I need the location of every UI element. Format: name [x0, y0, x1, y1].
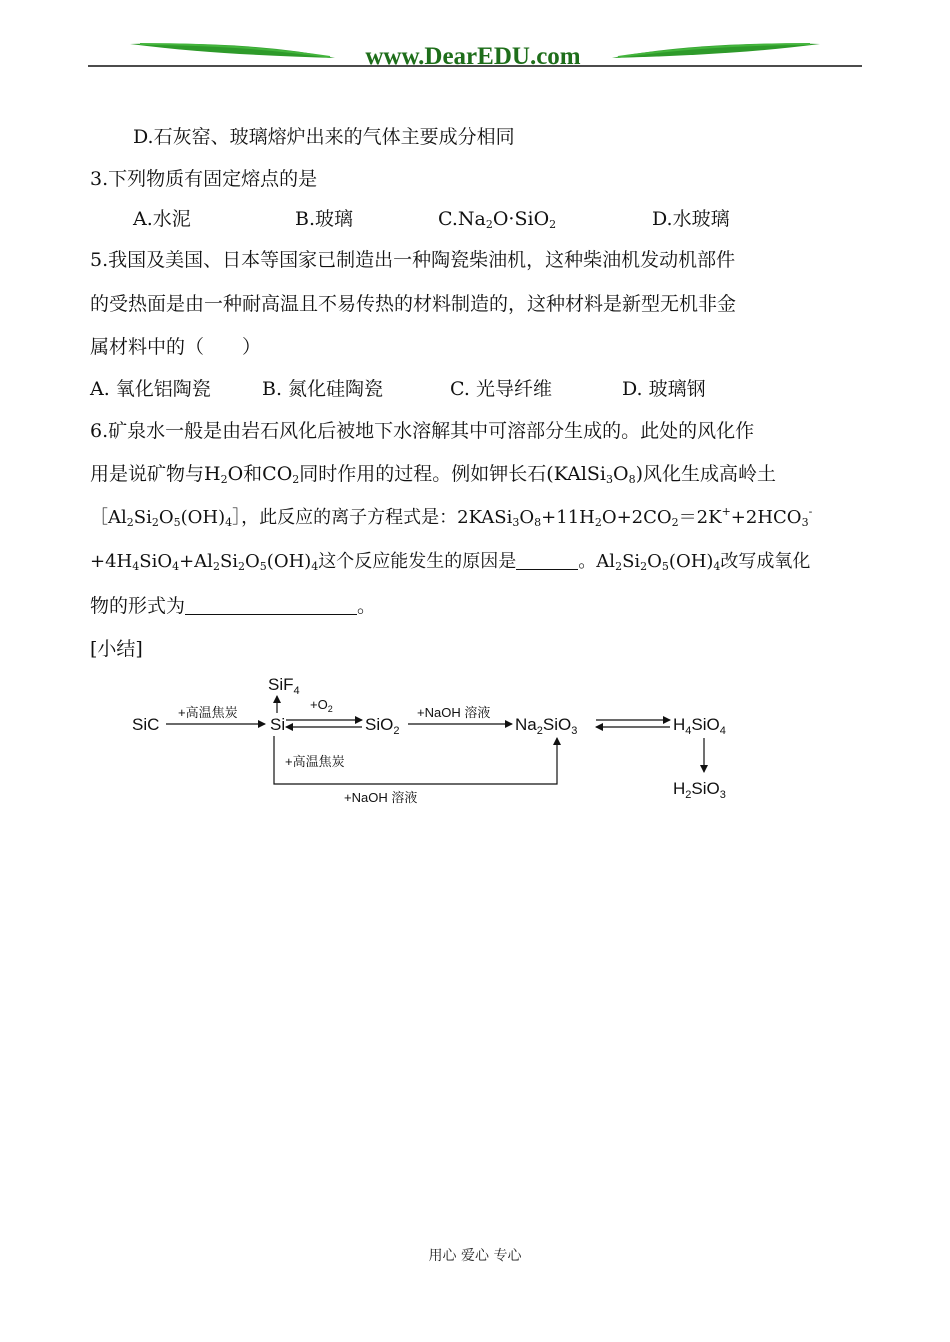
page-footer: 用心 爱心 专心 [428, 1248, 522, 1264]
node-h4sio4: $H_4SiO_4$ [673, 715, 726, 737]
node-sio2: SiO$_2$ [365, 715, 400, 737]
q6-line-1: 6.矿泉水一般是由岩石风化后被地下水溶解其中可溶部分生成的。此处的风化作 [90, 420, 755, 442]
q5-option-b: B. 氮化硅陶瓷 [262, 378, 384, 400]
node-sif4: SiF$_4$ [268, 675, 300, 697]
page-header [0, 0, 950, 80]
silicon-reaction-diagram [120, 668, 780, 818]
node-si: Si [270, 715, 286, 734]
q6-line-5: 物的形式为 。 [90, 595, 377, 617]
label-coke-bottom: +高温焦炭 [285, 754, 345, 769]
diagram-svg [120, 668, 780, 818]
label-o2: $+O_2$ [310, 697, 333, 714]
q5-option-a: A. 氧化铝陶瓷 [90, 378, 211, 400]
left-swoosh [130, 44, 335, 58]
q6-line-3: $[Al_2Si_2O_5(OH)_4]$，此反应的离子方程式是：$2KASi_3O_8+11H_2O+2CO_2=2K^++2HCO_3^-$ [90, 505, 813, 529]
summary-title: [小结] [90, 638, 143, 660]
q3-option-b: B.玻璃 [295, 208, 354, 230]
node-sic: SiC [132, 715, 160, 734]
q6-line-4: $+4H_4SiO_4+Al_2Si_2O_5(OH)_4$这个反应能发生的原因是 。$Al_2Si_2O_5(OH)_4$改写成氧化 [90, 551, 811, 573]
right-swoosh [612, 44, 820, 58]
answer-blank-oxide-form[interactable] [185, 594, 357, 615]
label-naoh-top: +NaOH 溶液 [417, 705, 491, 720]
q5-line-2: 的受热面是由一种耐高温且不易传热的材料制造的，这种材料是新型无机非金 [90, 293, 737, 315]
label-coke-top: +高温焦炭 [178, 705, 238, 720]
q3-stem: 3.下列物质有固定熔点的是 [90, 168, 318, 190]
q5-option-d: D. 玻璃钢 [622, 378, 706, 400]
q5-option-c: C. 光导纤维 [450, 378, 552, 400]
label-naoh-bottom: +NaOH 溶液 [344, 790, 418, 805]
q3-option-a: A.水泥 [133, 208, 191, 230]
q6-line-2: 用是说矿物与$H_2O$和$CO_2$同时作用的过程。例如钾长石$(KAlSi_3O_8)$风化生成高岭土 [90, 463, 777, 486]
q3-option-d: D.水玻璃 [652, 208, 730, 230]
node-na2sio3: $Na_2SiO_3$ [515, 715, 578, 737]
node-h2sio3: $H_2SiO_3$ [673, 779, 726, 801]
header-banner [0, 0, 950, 80]
q5-line-3: 属材料中的（ ） [90, 336, 262, 358]
site-logo-text: www.DearEDU.com [365, 43, 581, 70]
q5-line-1: 5.我国及美国、日本等国家已制造出一种陶瓷柴油机，这种柴油机发动机部件 [90, 249, 736, 271]
answer-blank-reason[interactable] [516, 549, 578, 570]
q2-option-d: D.石灰窑、玻璃熔炉出来的气体主要成分相同 [133, 126, 515, 148]
q3-option-c: $C.Na_2O\cdot SiO_2$ [438, 208, 557, 231]
